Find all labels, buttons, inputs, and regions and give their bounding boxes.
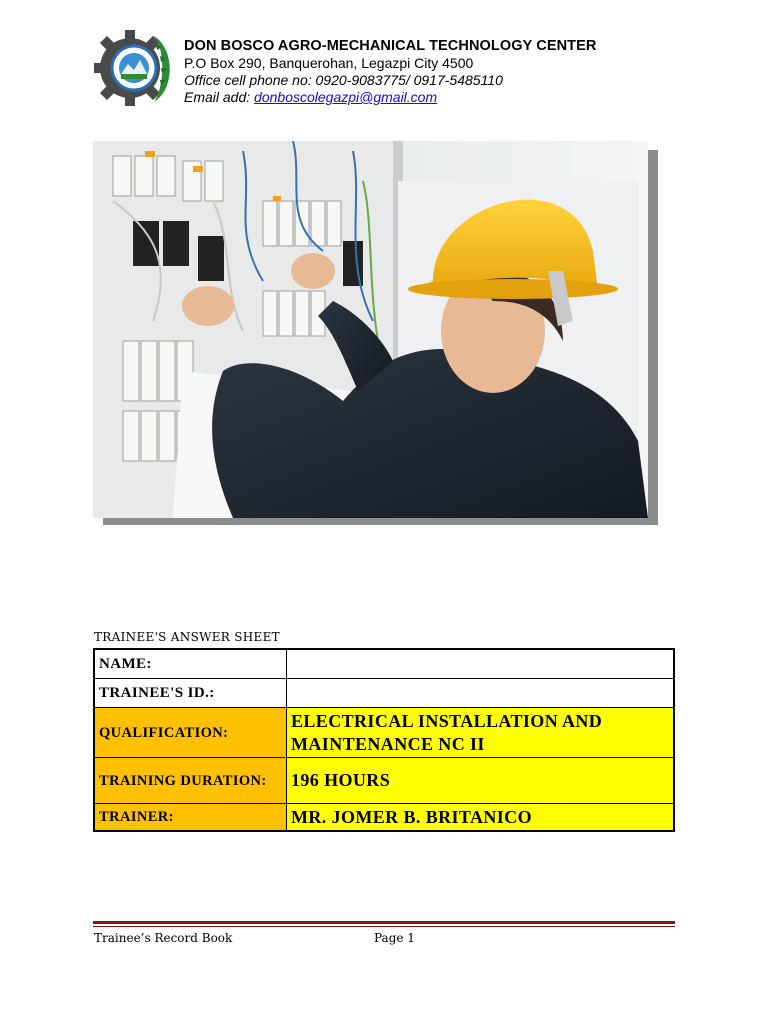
trainee-info-table <box>93 648 675 832</box>
training-duration-value: 196 HOURS <box>287 758 675 804</box>
letterhead <box>184 37 744 106</box>
answer-sheet-title: TRAINEE'S ANSWER SHEET <box>94 630 280 644</box>
school-logo <box>94 28 174 108</box>
footer-record-book: Trainee’s Record Book <box>94 931 233 945</box>
electrician-photo <box>93 141 648 518</box>
table-row <box>94 649 674 679</box>
trainee-id-field[interactable] <box>287 679 675 708</box>
name-field[interactable] <box>287 649 675 679</box>
name-label: NAME: <box>94 649 287 679</box>
table-row <box>94 679 674 708</box>
email-label: Email add: <box>184 89 255 105</box>
qualification-value <box>287 708 675 758</box>
table-row <box>94 708 674 758</box>
organization-name: DON BOSCO AGRO-MECHANICAL TECHNOLOGY CENTER <box>184 38 597 54</box>
trainee-id-label: TRAINEE'S ID.: <box>94 679 287 708</box>
trainer-value: MR. JOMER B. BRITANICO <box>287 804 675 832</box>
training-duration-label: TRAINING DURATION: <box>94 758 287 804</box>
phone-numbers: Office cell phone no: 0920-9083775/ 0917-5485110 <box>184 72 503 88</box>
table-row <box>94 758 674 804</box>
qualification-label: QUALIFICATION: <box>94 708 287 758</box>
footer-divider <box>93 921 675 927</box>
email-link[interactable]: donboscolegazpi@gmail.com <box>254 89 438 105</box>
table-row <box>94 804 674 832</box>
address: P.O Box 290, Banquerohan, Legazpi City 4500 <box>184 55 474 71</box>
qualification-text: ELECTRICAL INSTALLATION AND MAINTENANCE NC II <box>291 710 603 754</box>
email-line <box>184 89 744 106</box>
trainer-label: TRAINER: <box>94 804 287 832</box>
page-number: Page 1 <box>374 931 415 945</box>
